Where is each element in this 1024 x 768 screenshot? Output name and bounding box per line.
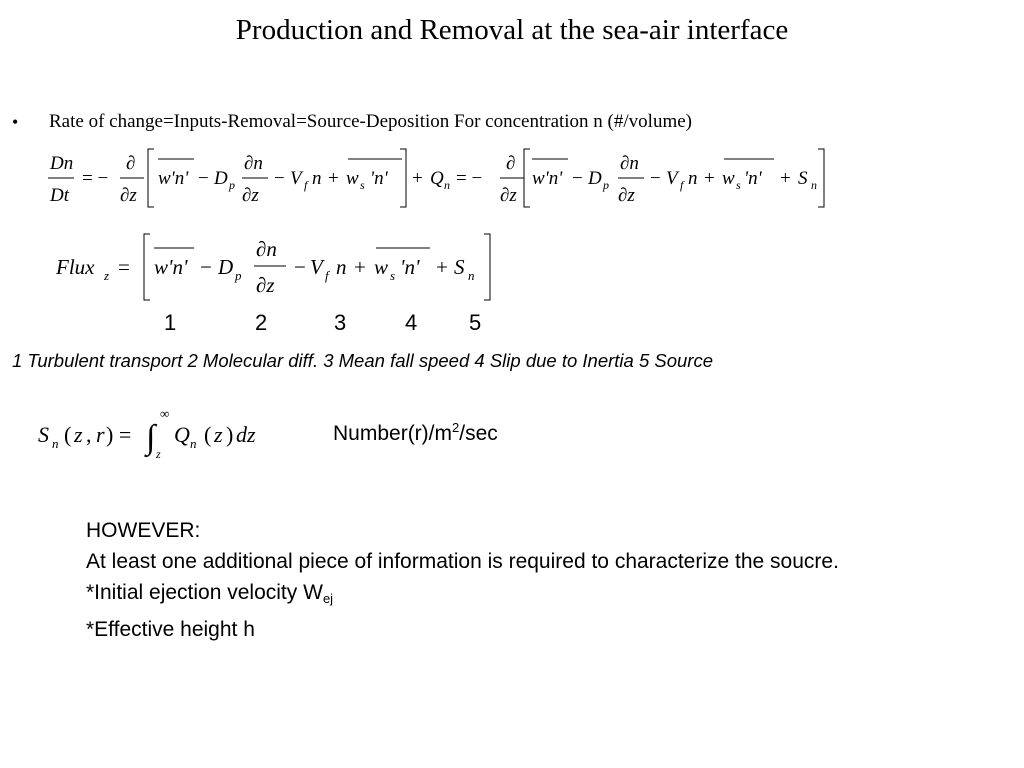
units-superscript: 2 bbox=[452, 420, 460, 435]
svg-text:s: s bbox=[736, 178, 741, 192]
svg-text:): ) bbox=[226, 422, 234, 447]
notes-line-requirement: At least one additional piece of information is required to characterize the soucre. bbox=[86, 550, 839, 573]
svg-text:∂z: ∂z bbox=[256, 273, 275, 297]
svg-text:+: + bbox=[328, 168, 339, 189]
svg-text:n: n bbox=[336, 255, 347, 279]
svg-text:n: n bbox=[190, 436, 197, 451]
ejection-velocity-text: *Initial ejection velocity W bbox=[86, 581, 323, 604]
svg-text:+: + bbox=[436, 255, 448, 279]
svg-text:−: − bbox=[294, 255, 306, 279]
source-integral-equation bbox=[34, 402, 284, 466]
svg-text:−: − bbox=[200, 255, 212, 279]
svg-text:Dt: Dt bbox=[50, 185, 69, 206]
svg-text:'n': 'n' bbox=[400, 255, 420, 279]
svg-text:w'n': w'n' bbox=[532, 168, 563, 189]
svg-text:) =: ) = bbox=[106, 422, 132, 447]
bullet-text: Rate of change=Inputs-Removal=Source-Deposition For concentration n (#/volume) bbox=[49, 111, 692, 132]
svg-text:n: n bbox=[444, 178, 450, 192]
svg-text:w'n': w'n' bbox=[158, 168, 189, 189]
conservation-equation bbox=[40, 145, 840, 213]
svg-text:n: n bbox=[52, 436, 59, 451]
svg-text:(: ( bbox=[204, 422, 212, 447]
notes-line-ejection-velocity bbox=[86, 577, 839, 614]
svg-text:n: n bbox=[688, 168, 698, 189]
slide-title: Production and Removal at the sea-air interface bbox=[235, 14, 789, 46]
svg-text:n: n bbox=[468, 268, 475, 283]
svg-text:∂n: ∂n bbox=[244, 153, 263, 174]
term-number-2: 2 bbox=[255, 310, 268, 335]
svg-text:S: S bbox=[454, 255, 465, 279]
svg-text:= −: = − bbox=[456, 168, 483, 189]
svg-text:D: D bbox=[218, 255, 234, 279]
svg-text:V: V bbox=[290, 168, 302, 189]
units-suffix: /sec bbox=[459, 422, 498, 445]
units-label bbox=[333, 420, 498, 446]
bullet-marker: • bbox=[12, 112, 19, 132]
units-prefix: Number(r)/m bbox=[333, 422, 452, 445]
svg-text:w: w bbox=[374, 255, 389, 279]
svg-text:+: + bbox=[704, 168, 715, 189]
svg-text:V: V bbox=[666, 168, 678, 189]
flux-equation bbox=[50, 228, 510, 308]
svg-text:p: p bbox=[603, 178, 609, 192]
svg-text:w: w bbox=[722, 168, 735, 189]
svg-text:'n': 'n' bbox=[744, 168, 762, 189]
svg-text:+: + bbox=[412, 168, 423, 189]
svg-text:f: f bbox=[304, 178, 308, 192]
svg-text:Dn: Dn bbox=[50, 153, 74, 174]
svg-text:∂: ∂ bbox=[126, 153, 136, 174]
svg-text:z: z bbox=[156, 447, 161, 461]
svg-text:∂z: ∂z bbox=[618, 185, 635, 206]
term-legend: 1 Turbulent transport 2 Molecular diff. 3 Mean fall speed 4 Slip due to Inertia 5 Source bbox=[12, 350, 713, 371]
svg-text:∂n: ∂n bbox=[620, 153, 639, 174]
svg-text:∂: ∂ bbox=[506, 153, 516, 174]
svg-text:−: − bbox=[198, 168, 209, 189]
svg-text:n: n bbox=[312, 168, 322, 189]
svg-text:,: , bbox=[86, 422, 92, 447]
svg-text:V: V bbox=[310, 255, 323, 279]
svg-text:S: S bbox=[38, 422, 49, 447]
svg-text:S: S bbox=[798, 168, 808, 189]
svg-text:'n': 'n' bbox=[370, 168, 388, 189]
however-notes bbox=[86, 515, 839, 645]
svg-text:+: + bbox=[354, 255, 366, 279]
svg-text:= −: = − bbox=[82, 168, 109, 189]
svg-text:z: z bbox=[214, 422, 223, 447]
svg-text:f: f bbox=[680, 178, 684, 192]
svg-text:w'n': w'n' bbox=[154, 255, 188, 279]
svg-text:∂z: ∂z bbox=[120, 185, 137, 206]
svg-text:dz: dz bbox=[236, 422, 256, 447]
svg-text:z: z bbox=[104, 268, 110, 283]
term-number-1: 1 bbox=[164, 310, 177, 335]
svg-text:(: ( bbox=[64, 422, 72, 447]
svg-text:+: + bbox=[780, 168, 791, 189]
ejection-velocity-subscript: ej bbox=[322, 591, 334, 606]
svg-text:s: s bbox=[390, 268, 396, 283]
svg-text:=: = bbox=[118, 255, 130, 279]
svg-text:n: n bbox=[811, 178, 817, 192]
notes-line-effective-height: *Effective height h bbox=[86, 618, 255, 641]
svg-text:w: w bbox=[346, 168, 359, 189]
svg-text:p: p bbox=[235, 268, 242, 283]
svg-text:f: f bbox=[325, 268, 329, 283]
svg-text:Flux: Flux bbox=[56, 255, 95, 279]
svg-text:r: r bbox=[96, 422, 105, 447]
term-number-4: 4 bbox=[405, 310, 418, 335]
svg-text:Q: Q bbox=[174, 422, 190, 447]
svg-text:∂n: ∂n bbox=[256, 237, 277, 261]
svg-text:Q: Q bbox=[430, 168, 444, 189]
svg-text:∂z: ∂z bbox=[500, 185, 517, 206]
svg-text:s: s bbox=[360, 178, 365, 192]
term-number-5: 5 bbox=[469, 310, 482, 335]
svg-text:−: − bbox=[274, 168, 285, 189]
svg-text:D: D bbox=[214, 168, 228, 189]
svg-text:−: − bbox=[650, 168, 661, 189]
svg-text:∂z: ∂z bbox=[242, 185, 259, 206]
svg-text:z: z bbox=[74, 422, 83, 447]
notes-heading: HOWEVER: bbox=[86, 519, 201, 542]
svg-text:p: p bbox=[229, 178, 235, 192]
svg-text:∫: ∫ bbox=[146, 419, 156, 456]
svg-text:∞: ∞ bbox=[160, 406, 170, 421]
svg-text:−: − bbox=[572, 168, 583, 189]
svg-text:D: D bbox=[588, 168, 602, 189]
term-number-3: 3 bbox=[334, 310, 347, 335]
